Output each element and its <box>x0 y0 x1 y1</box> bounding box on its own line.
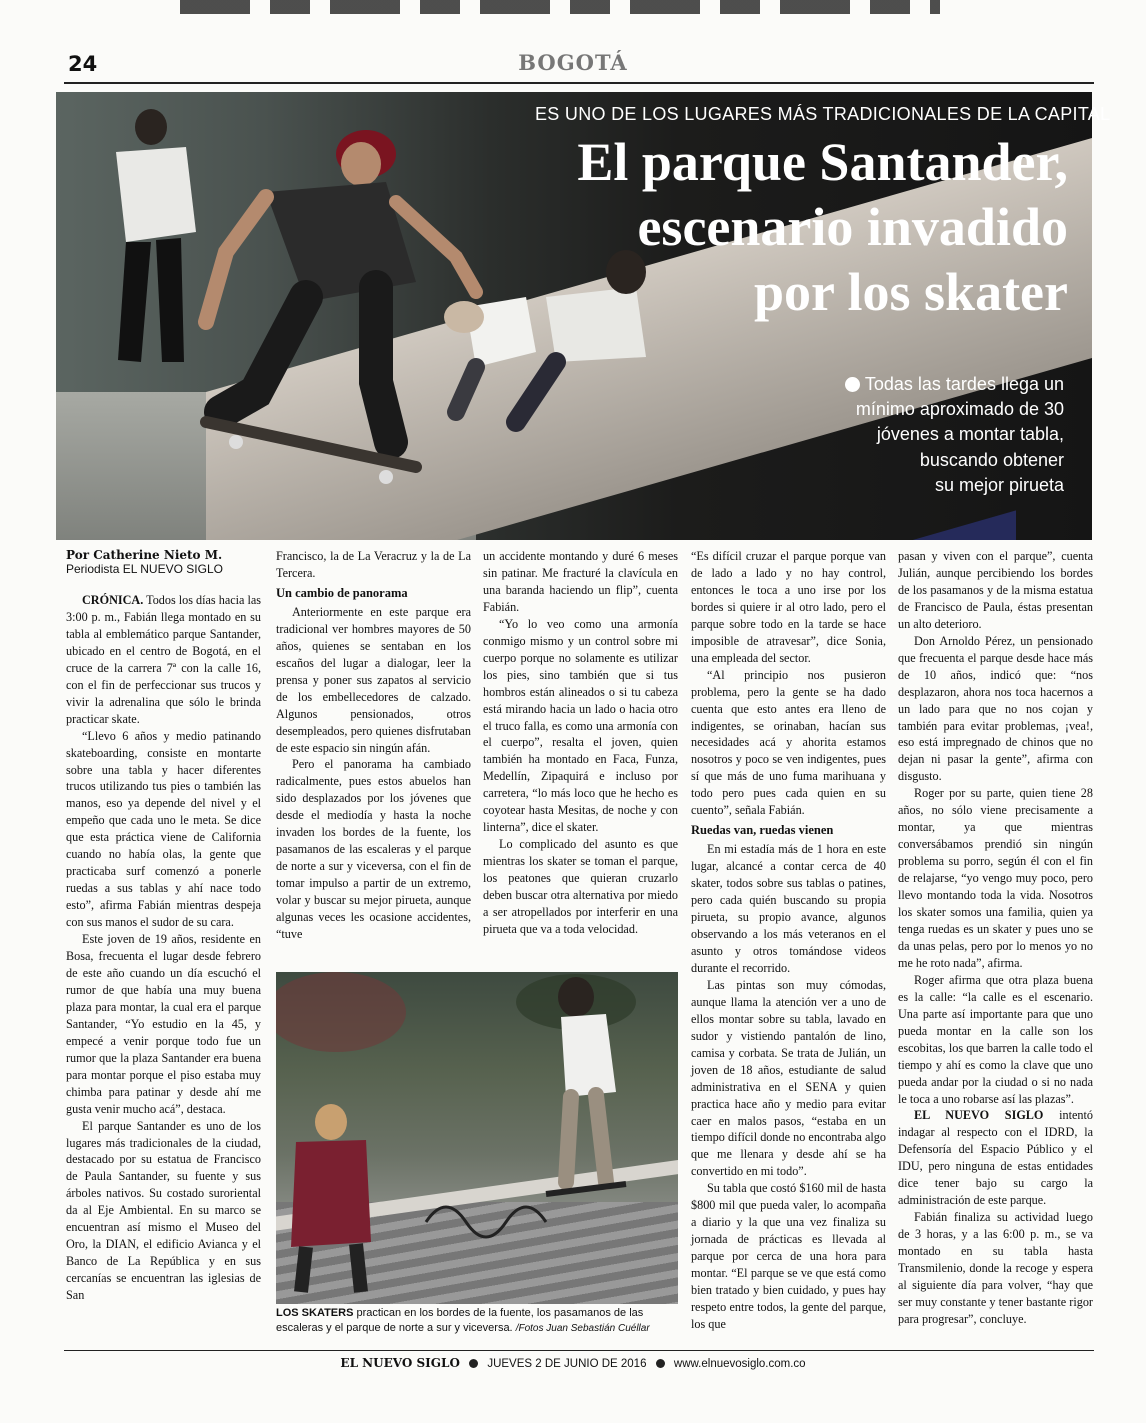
paragraph <box>66 592 261 728</box>
footer-dot-icon <box>656 1359 665 1368</box>
skaters-photo <box>276 972 678 1304</box>
paragraph <box>483 548 678 616</box>
paragraph <box>691 977 886 1180</box>
paragraph-text: Anteriormente en este parque era tradicional ver hombres mayores de 50 años, quienes se sentaban en los escaños del lugar a dialogar, leer la prensa y poner sus zapatos al servicio de los embellecedores de calzado. Algunos pensionados, otros desempleados, pero quienes disfrutaban de este espacio sin ningún afán. <box>276 604 471 755</box>
paragraph <box>898 1209 1093 1328</box>
paragraph-text: “Al principio nos pusieron problema, pero la gente se ha dado cuenta que esto antes era lleno de indigentes, se orinaban, hacían sus necesidades acá y ahorita estamos nosotros y poco se ven indigentes, pues sí que más de uno fuma marihuana y todo pero pues cada quien en su cuento”, señala Fabián. <box>691 667 886 818</box>
paragraph <box>691 1180 886 1333</box>
section-title: BOGOTÁ <box>518 50 628 75</box>
headline-line: por los skater <box>753 261 1068 322</box>
caption-lead: LOS SKATERS <box>276 1307 354 1319</box>
paragraph-text: Todos los días hacia las 3:00 p. m., Fabián llega montado en su tabla al emblemático parque Santander, ubicado en el centro de Bogotá, en el cruce de la carrera 7ª con la calle 16, con el fin de perfeccionar sus trucos y vivir la adrenalina que sólo le brinda practicar skate. <box>66 593 262 726</box>
paragraph <box>66 931 261 1117</box>
photo-figures <box>276 972 678 1304</box>
paragraph-text: Francisco, la de La Veracruz y la de La Tercera. <box>276 549 471 580</box>
paragraph-text: “Es difícil cruzar el parque porque van de lado a lado y no hay control, entonces le toca a uno irse por los bordes si quiere ir al otro lado, pero el parque sobre todo en la tarde se hace imposible de atravesar”, dice Sonia, una empleada del sector. <box>691 549 886 665</box>
subheading: Un cambio de panorama <box>276 585 408 600</box>
paragraph-text: Fabián finaliza su actividad luego de 3 horas, y a las 6:00 p. m., se va montado en su tabla hasta Transmilenio, donde la recoge y espera al siguiente día para volver, “hay que ser muy constante y tener bastante rigor para progresar”, concluye. <box>898 1210 1093 1326</box>
top-masthead-strip <box>180 0 940 14</box>
paragraph <box>483 836 678 938</box>
top-rule <box>64 82 1094 84</box>
deck-line: Todas las tardes llega un <box>864 374 1064 394</box>
footer-dot-icon <box>469 1359 478 1368</box>
article-column-2 <box>276 548 471 943</box>
paragraph <box>66 1118 261 1304</box>
paragraph-text: Este joven de 19 años, residente en Bosa, frecuenta el lugar desde febrero de este año cuando un día escuchó el rumor de que había una muy buena plaza para montar, la cual era el parque Santander, “Yo estudio en la 45, y empecé a venir porque todo fue un rumor que la plaza Santander era buena para montar porque el piso estaba muy chimba para patinar y desde ahí me gusta venir mucho acá”, destaca. <box>66 932 261 1116</box>
footer-rule <box>64 1350 1094 1351</box>
paragraph-text: “Llevo 6 años y medio patinando skateboarding, consiste en montarte sobre una tabla y hacer diferentes trucos utilizando tus pies o también las manos, eso ya depende del nivel y el empeño que cada uno le meta. Se dice que esta práctica viene de California cuando no había olas, la gente que practicaba surf comenzó a ponerle ruedas a sus tablas y ahí nace todo esto”, afirma Fabián mientras despeja con sus manos el sudor de su cara. <box>66 728 261 930</box>
footer-brand: EL NUEVO SIGLO <box>340 1356 460 1370</box>
paragraph <box>898 548 1093 633</box>
deck-line: jóvenes a montar tabla, <box>876 424 1064 445</box>
paragraph <box>66 728 261 931</box>
caption-credit: /Fotos Juan Sebastián Cuéllar <box>515 1322 650 1334</box>
headline-line: escenario invadido <box>637 196 1068 257</box>
byline-author: Por Catherine Nieto M. <box>66 548 223 562</box>
byline-role: Periodista EL NUEVO SIGLO <box>66 562 223 576</box>
paragraph-text: Pero el panorama ha cambiado radicalmente, pues estos abuelos han sido desplazados por los jóvenes que desde el mediodía y hasta la noche invaden los bordes de la fuente, los pasamanos de las escaleras y el parque de norte a sur y viceversa, con el fin de tomar impulso a partir de un extremo, volar y buscar su mejor pirueta, aunque algunas veces les ocasione accidentes, “tuve <box>276 757 471 942</box>
paragraph <box>898 633 1093 786</box>
deck-line: buscando obtener <box>919 449 1064 470</box>
paragraph-text: un accidente montando y duré 6 meses sin patinar. Me fracturé la clavícula en una baranda haciendo un flip”, cuenta Fabián. <box>483 549 678 614</box>
headline-line: El parque Santander, <box>577 132 1068 192</box>
paragraph-text: Lo complicado del asunto es que mientras los skater se toman el parque, los peatones que quieran cruzarlo deben buscar otra alternativa por miedo a ser atropellados por interferir en una pirueta que va a toda velocidad. <box>483 837 678 936</box>
paragraph <box>691 667 886 820</box>
paragraph <box>276 548 471 582</box>
paragraph <box>691 548 886 667</box>
paragraph-text: intentó indagar al respecto con el IDRD, la Defensoría del Espacio Público y el IDU, pero ninguna de estas entidades dice tener bajo su cargo la administración de este parque. <box>898 1108 1093 1208</box>
paragraph-text: Su tabla que costó $160 mil de hasta $800 mil que pueda valer, lo acompaña a diario y la que una vez finaliza su jornada de prácticas es llevada al parque por cerca de una hora para montar. “El parque se ve que está como bien tratado y bien cuidado, y pues hay respeto entre todos, la gente del parque, los que <box>691 1181 886 1331</box>
paragraph <box>276 756 471 942</box>
caption-text: practican en los bordes de la fuente, los pasamanos de las escaleras y el parque de norte a sur y viceversa. <box>276 1307 644 1334</box>
footer-url: www.elnuevosiglo.com.co <box>673 1358 806 1370</box>
page-footer <box>0 1356 1146 1370</box>
article-column-3 <box>483 548 678 938</box>
article-column-4 <box>691 548 886 1333</box>
paragraph-text: Roger afirma que otra plaza buena es la calle: “la calle es el escenario. Una parte así importante para que uno pueda montar en la calle son los escobitas, los que barren la calle todo el tiempo y ahí es como la clave que uno pueda andar por la ciudad o si no nada le toca a uno robarse así las plazas”. <box>898 972 1093 1106</box>
paragraph <box>898 785 1093 971</box>
subheadline <box>845 372 1064 498</box>
deck-line: mínimo aproximado de 30 <box>855 399 1064 420</box>
paragraph <box>898 1107 1093 1209</box>
bullet-dot-icon <box>845 377 860 392</box>
paragraph-text: Roger por su parte, quien tiene 28 años, no sólo viene precisamente a montar, ya que mientras conversábamos prendió sin ningún problema su porro, según él con el fin de relajarse, “yo vengo muy poco, pero llevo montando toda la vida. Nosotros los skater somos una familia, quien ya tenga ruedas es un skater y pues uno se da unas pelas, pero por lo menos yo no me he roto nada”, afirma. <box>898 786 1093 970</box>
paragraph-text: “Yo lo veo como una armonía conmigo mismo y un control sobre mi cuerpo porque no solamente es utilizar los pies, sino también que si tus hombros están alineados o si tu cabeza está mirando hacia un lado o hacia otro el truco falla, es como una armonía con el cuerpo”, resalta el joven, quien también ha montado en Faca, Funza, Medellín, Zipaquirá e incluso por carretera, “lo más loco que he hecho es coyotear hasta Mesitas, de noche y con linterna”, dice el skater. <box>483 616 678 835</box>
headline <box>577 130 1068 324</box>
article-column-5 <box>898 548 1093 1328</box>
paragraph-text: El parque Santander es uno de los lugares más tradicionales de la ciudad, destacado por su estatua de Francisco de Paula Santander, su fuente y sus árboles nativos. Su costado suroriental da al Eje Ambiental. En su marco se encuentran así mismo el Museo del Oro, la DIAN, el edificio Avianca y el Banco de La República y en sus cercanías se encuentran las iglesias de San <box>66 1118 261 1303</box>
page-number: 24 <box>68 52 98 76</box>
subheading: Ruedas van, ruedas vienen <box>691 823 834 838</box>
deck-line: su mejor pirueta <box>934 474 1064 495</box>
paragraph-text: pasan y viven con el parque”, cuenta Julián, aunque percibiendo los bordes de los pasamanos y de la misma estatua de Francisco de Paula, éstas presentan un alto deterioro. <box>898 549 1093 631</box>
paragraph-text: En mi estadía más de 1 hora en este lugar, alcancé a contar cerca de 40 skater, todos sobre sus tablas o patines, pero cada quién buscando su propia pirueta, su propio avance, algunos observando a los más veteranos en el asunto y otros tomándose videos durante el recorrido. <box>691 842 886 975</box>
photo-caption <box>276 1306 678 1336</box>
footer-date: JUEVES 2 DE JUNIO DE 2016 <box>487 1358 647 1370</box>
article-column-1 <box>66 548 261 1304</box>
paragraph <box>898 972 1093 1108</box>
paragraph-lead: EL NUEVO SIGLO <box>914 1108 1044 1123</box>
paragraph-text: Las pintas son muy cómodas, aunque llama la atención ver a uno de ellos montar sobre su tabla, lavado en sudor y vistiendo pantalón de lino, camisa y corbata. Se trata de Julián, un joven de 18 años, estudiante de salud administrativa en el SENA y quien practica hace año y medio para evitar caer en malos pasos, “estaba en un tiempo difícil donde no encontraba algo que me llenara y desde ahí se ha convertido en mi todo”. <box>691 977 886 1179</box>
paragraph-text: Don Arnoldo Pérez, un pensionado que frecuenta el parque desde hace más de 10 años, indicó que: “nos desplazaron, ahora nos toca hacernos a un lado para que no nos cojan y también para evitar problemas, ¡vea!, eso está impregnado de chinos que no dejan ni pasar la gente”, afirma con disgusto. <box>898 633 1093 784</box>
paragraph-lead: CRÓNICA. <box>82 593 144 607</box>
headline-kicker: ES UNO DE LOS LUGARES MÁS TRADICIONALES DE LA CAPITAL <box>535 104 1111 124</box>
paragraph <box>691 841 886 977</box>
paragraph <box>276 604 471 757</box>
paragraph <box>483 616 678 836</box>
